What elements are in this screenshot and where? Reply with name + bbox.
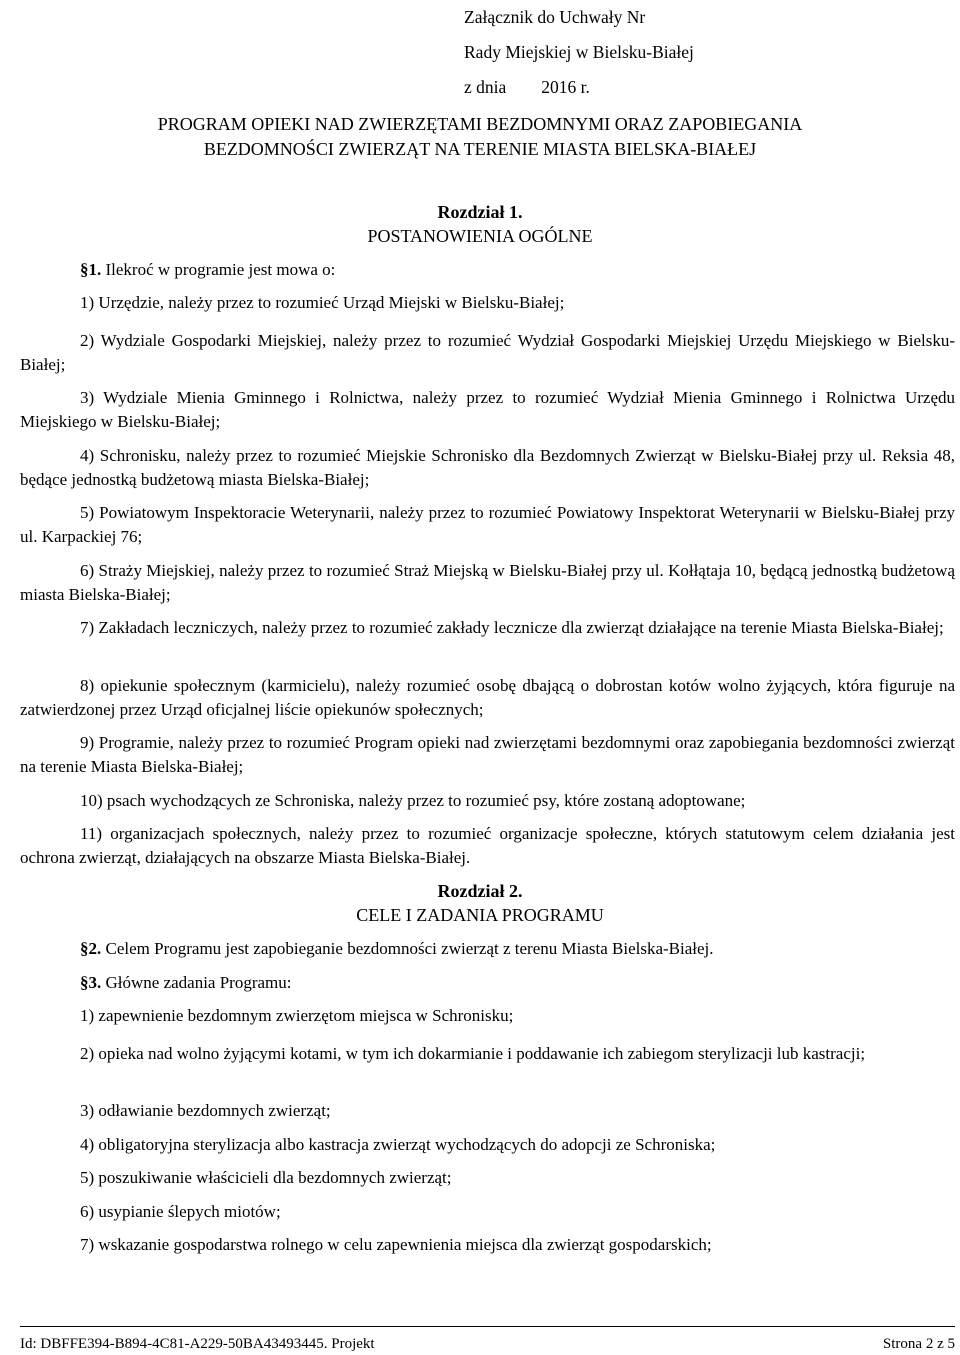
task-1: 1) zapewnienie bezdomnym zwierzętom miejsca w Schronisku; bbox=[80, 1006, 514, 1025]
definition-10: 10) psach wychodzących ze Schroniska, należy przez to rozumieć psy, które zostaną adoptowane; bbox=[80, 791, 746, 810]
section-1-number: 1. bbox=[88, 260, 102, 279]
section-mark: § bbox=[80, 973, 89, 992]
section-2 bbox=[20, 937, 955, 961]
chapter-2-name: CELE I ZADANIA PROGRAMU bbox=[356, 905, 604, 925]
chapter-2-heading bbox=[160, 879, 800, 927]
definition-2: 2) Wydziale Gospodarki Miejskiej, należy przez to rozumieć Wydział Gospodarki Miejskiej Urzędu Miejskiego w Bielsku-Białej; bbox=[20, 331, 955, 374]
section-3-number: 3. bbox=[88, 973, 102, 992]
definition-4: 4) Schronisku, należy przez to rozumieć Miejskie Schronisko dla Bezdomnych Zwierząt w Bielsku-Białej przy ul. Reksia 48, będące jednostką budżetową miasta Bielska-Białej; bbox=[20, 446, 955, 489]
section-1-text: Ilekroć w programie jest mowa o: bbox=[101, 260, 336, 279]
attachment-line-2: Rady Miejskiej w Bielsku-Białej bbox=[464, 42, 694, 62]
task-4: 4) obligatoryjna sterylizacja albo kastracja zwierząt wychodzących do adopcji ze Schroniska; bbox=[80, 1135, 716, 1154]
footer-divider bbox=[20, 1326, 955, 1327]
task-7: 7) wskazanie gospodarstwa rolnego w celu zapewnienia miejsca dla zwierząt gospodarskich; bbox=[80, 1235, 712, 1254]
section-1-intro bbox=[20, 258, 955, 282]
document-title bbox=[40, 112, 920, 162]
section-2-number: 2. bbox=[88, 939, 102, 958]
definition-1: 1) Urzędzie, należy przez to rozumieć Urząd Miejski w Bielsku-Białej; bbox=[80, 293, 565, 312]
section-3-intro bbox=[20, 971, 955, 995]
task-3: 3) odławianie bezdomnych zwierząt; bbox=[80, 1101, 331, 1120]
task-6: 6) usypianie ślepych miotów; bbox=[80, 1202, 281, 1221]
chapter-1-heading bbox=[160, 200, 800, 248]
task-5: 5) poszukiwanie właścicieli dla bezdomnych zwierząt; bbox=[80, 1168, 452, 1187]
section-3-text: Główne zadania Programu: bbox=[101, 973, 292, 992]
section-mark: § bbox=[80, 260, 89, 279]
document-title-line-1: PROGRAM OPIEKI NAD ZWIERZĘTAMI BEZDOMNYMI ORAZ ZAPOBIEGANIA bbox=[157, 114, 803, 134]
definition-7: 7) Zakładach leczniczych, należy przez to rozumieć zakłady lecznicze dla zwierząt działające na terenie Miasta Bielska-Białej; bbox=[80, 618, 944, 637]
section-2-text: Celem Programu jest zapobieganie bezdomności zwierząt z terenu Miasta Bielska-Białej. bbox=[101, 939, 714, 958]
definition-9: 9) Programie, należy przez to rozumieć Program opieki nad zwierzętami bezdomnymi oraz zapobiegania bezdomności zwierząt na terenie Miasta Bielska-Białej; bbox=[20, 733, 955, 776]
definition-11: 11) organizacjach społecznych, należy przez to rozumieć organizacje społeczne, których statutowym celem działania jest ochrona zwierząt, działających na obszarze Miasta Bielska-Białej. bbox=[20, 824, 955, 867]
definition-5: 5) Powiatowym Inspektoracie Weterynarii, należy przez to rozumieć Powiatowy Inspektorat Weterynarii w Bielsku-Białej przy ul. Karpackiej 76; bbox=[20, 503, 955, 546]
attachment-line-3: z dnia 2016 r. bbox=[464, 77, 590, 97]
attachment-line-1: Załącznik do Uchwały Nr bbox=[464, 7, 646, 27]
section-mark: § bbox=[80, 939, 89, 958]
definition-8: 8) opiekunie społecznym (karmicielu), należy rozumieć osobę dbającą o dobrostan kotów wolno żyjących, która figuruje na zatwierdzonej przez Urząd oficjalnej liście opiekunów społecznych; bbox=[20, 676, 955, 719]
page-number: Strona 2 z 5 bbox=[882, 1336, 955, 1352]
chapter-1-label: Rozdział 1. bbox=[437, 202, 523, 222]
chapter-2-label: Rozdział 2. bbox=[437, 881, 523, 901]
document-id: Id: DBFFE394-B894-4C81-A229-50BA43493445. Projekt bbox=[20, 1336, 375, 1352]
definition-3: 3) Wydziale Mienia Gminnego i Rolnictwa, należy przez to rozumieć Wydział Mienia Gminnego i Rolnictwa Urzędu Miejskiego w Bielsku-Białej; bbox=[20, 388, 955, 431]
task-2: 2) opieka nad wolno żyjącymi kotami, w tym ich dokarmianie i poddawanie ich zabiegom sterylizacji lub kastracji; bbox=[80, 1044, 866, 1063]
attachment-header bbox=[464, 0, 694, 105]
chapter-1-name: POSTANOWIENIA OGÓLNE bbox=[367, 226, 593, 246]
definition-6: 6) Straży Miejskiej, należy przez to rozumieć Straż Miejską w Bielsku-Białej przy ul. Kołłątaja 10, będącą jednostką budżetową miasta Bielska-Białej; bbox=[20, 561, 955, 604]
document-title-line-2: BEZDOMNOŚCI ZWIERZĄT NA TERENIE MIASTA BIELSKA-BIAŁEJ bbox=[203, 139, 757, 159]
